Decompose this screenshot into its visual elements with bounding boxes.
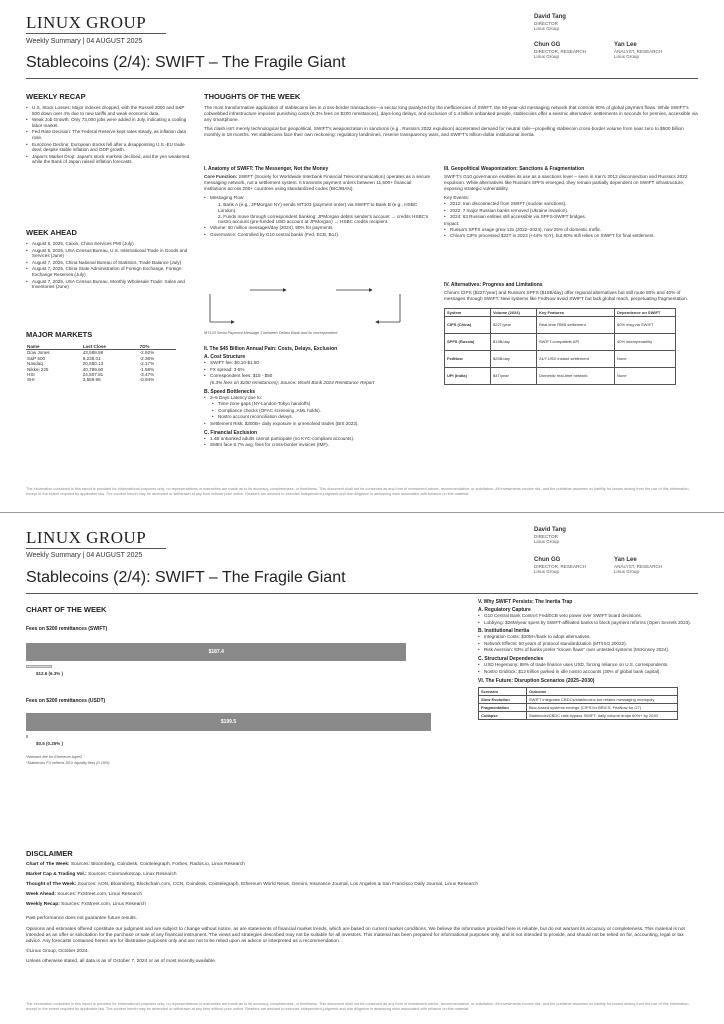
bar-fee [26,735,28,738]
chart-note: *Network fee for Ethereum layer2 [26,755,83,759]
chart-1-title: Fees on $200 remittances (SWIFT) [26,626,108,632]
thoughts-of-week: THOUGHTS OF THE WEEK The most transformative application of stablecoins lies in cross-border transactions—a sector long paralyzed by the inefficiencies of SWIFT, the 50-year-old messaging network that controls 90% of global payment flows. While SWIFT's cobwebbed infrastructure imposes punishing costs (6.3% fees on $200 remittances), days-long delays, and exclusion of 1.4 billion unbanked people, stablecoins offer a seismic alternative: settlements in seconds for pennies, accessible via any smartphone. This clash isn't merely technological but geopolitical. SWIFT's weaponization in sanctions (e.g., Russia's 2022 expulsion) accelerated demand for neutral rails—propelling stablecoin cross-border volume from near zero to $500 billion monthly in 18 months. Yet stablecoins face their own reckoning: regulatory landmines, reserve transparency wars, and SWIFT's trillion-dollar institutional inertia. [204,92,698,138]
table-row: S&P 500 6,238.01 -2.36% [27,355,155,361]
section-4: IV. Alternatives: Progress and Limitations China's CIPS ($22T/year) and Russia's SPFS ($15B/day) offer regional alternatives but still route 80% and 40% of messages through SWIFT. New systems like FedNow avoid SWIFT but lack global reach, perpetuating fragmentation. System Volume (2024) Key Features Dependence on SWIFT CIPS (China) $22T/year Real-time RMB settlement 80% msg via SWIFT SPFS (Russia) $15B/day SWIFT-compatible API 40% interoperability FedNow $25B/day 24/7 USD instant settlement None UPI (India) $4T/year Domestic real-time network None [444,282,698,385]
page-title: Stablecoins (2/4): SWIFT – The Fragile Giant [26,54,346,71]
brand-logo: LINUX GROUP [26,528,147,547]
footer-note: The information contained in this report is provided for informational purposes only; no representations or warranties are made as to its accuracy, completeness, or timeliness. This document shall not be construed as any form of investment advice, recommendation, or solicitation. All investments involve risk, and the publisher assumes no liability for losses arising from the use of this information, except to the extent required by applicable law. The content herein may be amended or withdrawn at any time without prior notice. Readers are advised to exercise independent judgment and due diligence in assessing risks associated with reliance on this material. [26,487,690,496]
table-row: Nasdaq 20,650.13 -2.17% [27,361,155,367]
fee-label: $0.5 (0.25% ) [36,741,64,746]
week-ahead: WEEK AHEAD • August 5, 2025, Caixin, China Services PMI (July) • August 5, 2025, USA Census Bureau, U.S. International Trade in Goods and Services (June) • August 7, 2025, China National Bureau of Statistics, Trade Balance (July) • August 7, 2025, China State Administration of Foreign Exchange, Foreign Exchange Reserves (July) • August 7, 2025, USA Census Bureau, Monthly Wholesale Trade: Sales and Inventories (June) [26,228,191,291]
bar-fee [26,665,52,668]
analyst-card: David Tang DIRECTOR Linux Group [534,14,566,32]
analyst-card: Chun GG DIRECTOR, RESEARCH Linux Group [534,557,586,575]
table-row: Nikkei 225 40,799.60 -1.58% [27,366,155,372]
page-2 [0,512,724,1024]
section-2: II. The $45 Billion Annual Pain: Costs, Delays, Exclusion A. Cost Structure • SWIFT fee: $0.10-$1.50 • FX spread: 3-5% • Correspondent fees: $15 - $50 (6.3% fees on $200 remittances); Source: World Bank 2024 Remittance Report B. Speed Bottlenecks • 3–5 Days Latency due to: • Time-zone gaps (NY-London-Tokyo handoffs) • Compliance checks (OFAC screening, AML holds). • Nostro account reconciliation delays. • Settlement Risk: $300B+ daily exposure in unresolved trades (BIS 2023). C. Financial Exclusion • 1.4B unbanked adults cannot participate (no KYC-compliant accounts). • SMEs face 8.7% avg. fees for cross-border invoices (IMF). [204,346,432,449]
list-item: • August 7, 2025, USA Census Bureau, Monthly Wholesale Trade: Sales and Inventories (June) [26,279,191,290]
list-item: • August 7, 2025, China National Bureau of Statistics, Trade Balance (July) [26,260,191,266]
analyst-card: Yan Lee ANALYST, RESEARCH Linux Group [614,557,663,575]
chart-2-title: Fees on $200 remittances (USDT) [26,698,106,704]
swift-fee-chart [26,641,432,681]
footer-note: The information contained in this report is provided for informational purposes only; no representations or warranties are made as to its accuracy, completeness, or timeliness. This document shall not be construed as any form of investment advice, recommendation, or solicitation. All investments involve risk, and the publisher assumes no liability for losses arising from the use of this information, except to the extent required by applicable law. The content herein may be amended or withdrawn at any time without prior notice. Readers are advised to exercise independent judgment and due diligence in assessing risks associated with reliance on this material. [26,1002,690,1011]
table-row: Fragmentation Bloc-based systems emerge (CIPS for BRICS, FedNow for G7) [479,704,678,712]
page-title: Stablecoins (2/4): SWIFT – The Fragile Giant [26,569,346,586]
weekly-recap: WEEKLY RECAP • U.S. Stock Losses: Major indexes dropped, with the Russell 2000 and S&P 500 down over 4% due to new tariffs and weak economic data. • Weak Job Growth: Only 73,000 jobs were added in July, indicating a cooling labor market. • Fed Rate Decision: The Federal Reserve kept rates steady, as inflation data rose. • Eurozone Decline: European stocks fell after a disappointing U.S.-EU trade deal, despite stable inflation and GDP growth. • Japan's Market Drop: Japan's stock markets declined, and the yen weakened, while the Bank of Japan raised inflation forecasts. [26,92,191,166]
list-item: • August 7, 2025, China State Administration of Foreign Exchange, Foreign Exchange Reserves (July) [26,266,191,277]
summary-date: Weekly Summary | 04 AUGUST 2025 [26,552,143,559]
list-item: • Eurozone Decline: European stocks fell after a disappointing U.S.-EU trade deal, despite stable inflation and GDP growth. [26,142,191,153]
table-row: HSI 24,507.81 -3.47% [27,372,155,378]
table-row: SPFS (Russia) $15B/day SWIFT-compatible API 40% interoperability [445,333,676,350]
markets-table: Name Last Close 7D% Dow Jones 43,588.58 -2.92% S&P 500 6,238.01 -2.36% Nasdaq 20,650.13 -2.17% Nikkei 225 40,799.60 -1.58% HSI 24,507.81 -3.47% SHI 3,559.95 -0.94% [26,344,176,383]
list-item: • Weak Job Growth: Only 73,000 jobs were added in July, indicating a cooling labor market. [26,117,191,128]
table-row: Collapse Stablecoin/CBDC rails bypass SWIFT; daily volume drops 60%+ by 2030 [479,712,678,720]
analyst-card: David Tang DIRECTOR Linux Group [534,527,566,545]
analyst-card: Chun GG DIRECTOR, RESEARCH Linux Group [534,42,586,60]
summary-date: Weekly Summary | 04 AUGUST 2025 [26,38,143,45]
chart-heading: CHART OF THE WEEK [26,605,107,614]
list-item: • August 5, 2025, USA Census Bureau, U.S. International Trade in Goods and Services (June) [26,248,191,259]
chart-note: *Stablecoin FX reflects DEX liquidity fees (0.15%) [26,761,110,765]
table-row: FedNow $25B/day 24/7 USD instant settlement None [445,350,676,367]
bar-net: $187.4 [26,643,406,661]
table-row: Dow Jones 43,588.58 -2.92% [27,350,155,356]
table-row: SHI 3,559.95 -0.94% [27,377,155,383]
brand-logo: LINUX GROUP [26,13,147,32]
major-markets: MAJOR MARKETS Name Last Close 7D% Dow Jones 43,588.58 -2.92% S&P 500 6,238.01 -2.36% Nasdaq 20,650.13 -2.17% Nikkei 225 40,799.60 -1.58% HSI 24,507.81 -3.47% SHI 3,559.95 -0.94% [26,330,191,383]
list-item: • August 5, 2025, Caixin, China Services PMI (July) [26,241,191,247]
list-item: • Japan's Market Drop: Japan's stock markets declined, and the yen weakened, while the Bank of Japan raised inflation forecasts. [26,154,191,165]
fee-label: $12.6 (6.3% ) [36,671,64,676]
bar-net: $199.5 [26,713,431,731]
section-5: V. Why SWIFT Persists: The Inertia Trap A. Regulatory Capture • G10 Central Bank Control: Fed/ECB veto power over SWIFT board decisions. • Lobbying: $26M/year spent by SWIFT-affiliated banks to block payment reforms (Open Secrets 2023). B. Institutional Inertia • Integration Costs: $20M+/bank to adopt alternatives. • Network Effects: 50 years of protocol standardization (MT/ISO 20022). • Risk Aversion: 93% of banks prefer "known flaws" over untested systems (McKinsey 2024). C. Structural Dependencies • USD Hegemony: 88% of trade finance uses USD, forcing reliance on U.S. correspondents. • Nostro Gridlock: $12 trillion parked in idle nostro accounts (30% of global bank capital). VI. The Future: Disruption Scenarios (2025–2030) Scenario Outcome Slow Evolution SWIFT integrates CBDCs/stablecoins but retains messaging monopoly Fragmentation Bloc-based systems emerge (CIPS for BRICS, FedNow for G7) Collapse Stablecoin/CBDC rails bypass SWIFT; daily volume drops 60%+ by 2030 [478,599,698,720]
list-item: • U.S. Stock Losses: Major indexes dropped, with the Russell 2000 and S&P 500 down over 4% due to new tariffs and weak economic data. [26,105,191,116]
section-1: I. Anatomy of SWIFT: The Messenger, Not the Money Core Function: SWIFT (Society for Worldwide Interbank Financial Telecommunication) operates as a secure messaging network, not a settlement system. It transmits payment orders between 11,500+ financial institutions across 200+ countries using standardized codes (BIC/IBAN). • Messaging Flow: 1. Bank A (e.g., JPMorgan NY) sends MT103 (payment order) via SWIFT to Bank B (e.g., HSBC London). 2. Funds move through correspondent banking: JPMorgan debits sender's account → credits HSBC's nostro account (pre-funded USD account at JPMorgan) → HSBC credits recipient. • Volume: 50 million messages/day (2024), 90% for payments. • Governance: Controlled by G10 central banks (Fed, ECB, BoJ). [204,166,432,238]
alternatives-table: System Volume (2024) Key Features Dependence on SWIFT CIPS (China) $22T/year Real-time RMB settlement 80% msg via SWIFT SPFS (Russia) $15B/day SWIFT-compatible API 40% interoperability FedNow $25B/day 24/7 USD instant settlement None UPI (India) $4T/year Domestic real-time network None [444,308,676,385]
table-row: UPI (India) $4T/year Domestic real-time network None [445,367,676,384]
usdt-fee-chart [26,711,432,751]
disclaimer: DISCLAIMER Chart of The Week: Sources: Bloomberg, Coindesk, Cointelegraph, Forbes, Rados.io, Linux Research Market Cap & Trading Vol.: Sources: Coinmarketcap, Linux Research Thought of The Week: Sources: AON, Bloomberg, Blockchain.com, CCN, Coindesk, Cointelegraph, Ethereum World News, Gemini, Insurance Journal, Los Angeles & San Francisco Daily Journal, Linux Research Week Ahead: Sources: FxStreet.com, Linux Research Weekly Recap: Sources: FxStreet.com, Linux Research Past performance does not guarantee future results. Opinions and estimates offered constitute our judgment and are subject to change without notice, as are statements of financial market trends, which are based on current market conditions. We believe the information provided here is reliable, but do not warrant its accuracy or completeness. This material is not intended as an offer or solicitation for the purchase or sale of any financial instrument. The views and strategies described may not be suitable for all investors. This material has been prepared for informational purposes only, and is not intended to provide, and should not be relied on for, accounting, legal or tax advice. Any forecasts contained herein are for illustrative purposes only and are not to be relied upon as advice or interpreted as a recommendation. ©Linux Group, October 2024. Unless otherwise stated, all data is as of October 7, 2024 or as of most recently available. [26,849,685,964]
section-3: III. Geopolitical Weaponization: Sanctions & Fragmentation SWIFT's G10 governance enables its use as a sanctions lever – seen in Iran's 2012 disconnection and Russia's 2022 expulsion. While alternatives like Russia's SPFS emerged, they remain partially dependent on SWIFT infrastructure, exposing strategic vulnerability. Key Events: • 2012: Iran disconnected from SWIFT (nuclear sanctions). • 2022: 7 major Russian banks removed (Ukraine invasion). • 2024: 63 Russian entities still accessible via SPFS-SWIFT bridges. Impact: • Russia's SPFS usage grew 12x (2022–2024), now 25% of domestic traffic. • China's CIPS processed $22T in 2023 (+44% YoY), but 80% still relies on SWIFT for final settlement. [444,166,698,240]
table-row: CIPS (China) $22T/year Real-time RMB settlement 80% msg via SWIFT [445,316,676,333]
list-item: • Fed Rate Decision: The Federal Reserve kept rates steady, as inflation data rose. [26,129,191,140]
diagram-caption: MT103 Serial Payment Message 1 between Debtor Bank and its correspondent [204,331,338,335]
table-row: Slow Evolution SWIFT integrates CBDCs/stablecoins but retains messaging monopoly [479,696,678,704]
scenario-table: Scenario Outcome Slow Evolution SWIFT integrates CBDCs/stablecoins but retains messaging monopoly Fragmentation Bloc-based systems emerge (CIPS for BRICS, FedNow for G7) Collapse Stablecoin/CBDC rails bypass SWIFT; daily volume drops 60%+ by 2030 [478,687,678,720]
analyst-card: Yan Lee ANALYST, RESEARCH Linux Group [614,42,663,60]
